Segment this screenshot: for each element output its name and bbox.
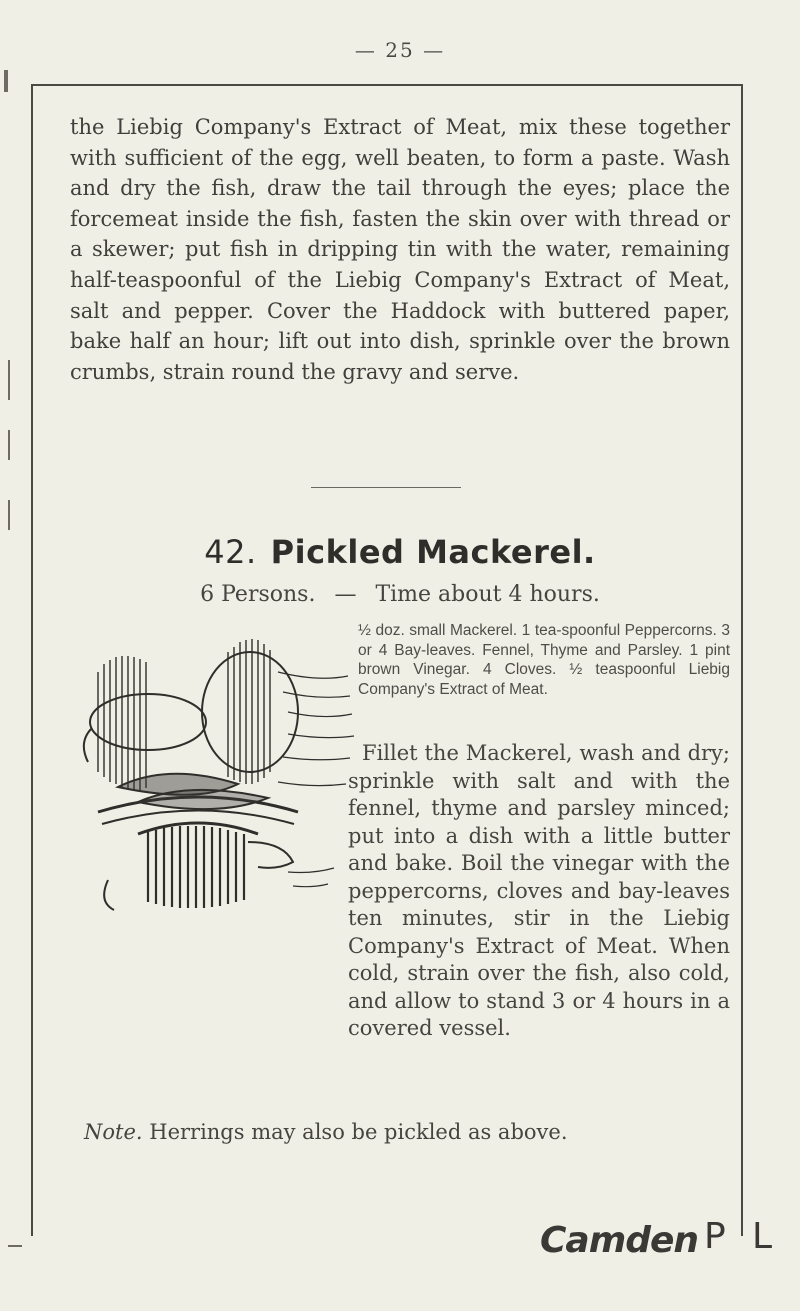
method-section: [70, 740, 730, 1044]
meta-separator: —: [334, 582, 357, 607]
recipe-note: [70, 1120, 730, 1144]
ingredients-list: ½ doz. small Mackerel. 1 tea-spoonful Peppercorns. 3 or 4 Bay-leaves. Fennel, Thyme and Parsley. 1 pint brown Vinegar. 4 Cloves. ½ teaspoonful Liebig Company's Extract of Meat.: [358, 622, 730, 698]
recipe-title: Pickled Mackerel.: [270, 533, 596, 571]
stamp-fragment: P: [704, 1216, 726, 1257]
recipe-persons: 6 Persons.: [200, 582, 316, 607]
page-number: — 25 —: [354, 38, 446, 62]
method-text: Fillet the Mackerel, wash and dry; sprinkle with salt and with the fennel, thyme and parsley minced; put into a dish with a little butter and bake. Boil the vinegar with the peppercorns, cloves and bay-leaves ten minutes, stir in the Liebig Company's Extract of Meat. When cold, strain over the fish, also cold, and allow to stand 3 or 4 hours in a covered vessel.: [348, 741, 730, 1040]
left-edge-mark: [8, 1245, 22, 1247]
camden-library-stamp: Camden: [540, 1220, 699, 1261]
recipe-meta: [0, 582, 800, 607]
recipe-number: 42.: [204, 533, 257, 571]
recipe-time: Time about 4 hours.: [375, 582, 600, 607]
note-label: Note.: [84, 1120, 143, 1144]
illustration-wrap-space: [70, 740, 346, 1044]
left-edge-mark: [8, 360, 10, 400]
recipe-heading: [0, 533, 800, 571]
left-edge-mark: [8, 500, 10, 530]
stamp-fragment: L: [752, 1216, 773, 1257]
recipe-continuation-text: the Liebig Company's Extract of Meat, mix these together with sufficient of the egg, well beaten, to form a paste. Wash and dry the fish, draw the tail through the eyes; place the forcemeat inside the fish, fasten the skin over with thread or a skewer; put fish in dripping tin with the water, remaining half-teaspoonful of the Liebig Company's Extract of Meat, salt and pepper. Cover the Haddock with buttered paper, bake half an hour; lift out into dish, sprinkle over the brown crumbs, strain round the gravy and serve.: [70, 115, 730, 384]
note-text: Herrings may also be pickled as above.: [149, 1120, 568, 1144]
left-edge-mark: [4, 70, 8, 92]
section-divider: [311, 487, 461, 488]
left-edge-mark: [8, 430, 10, 460]
